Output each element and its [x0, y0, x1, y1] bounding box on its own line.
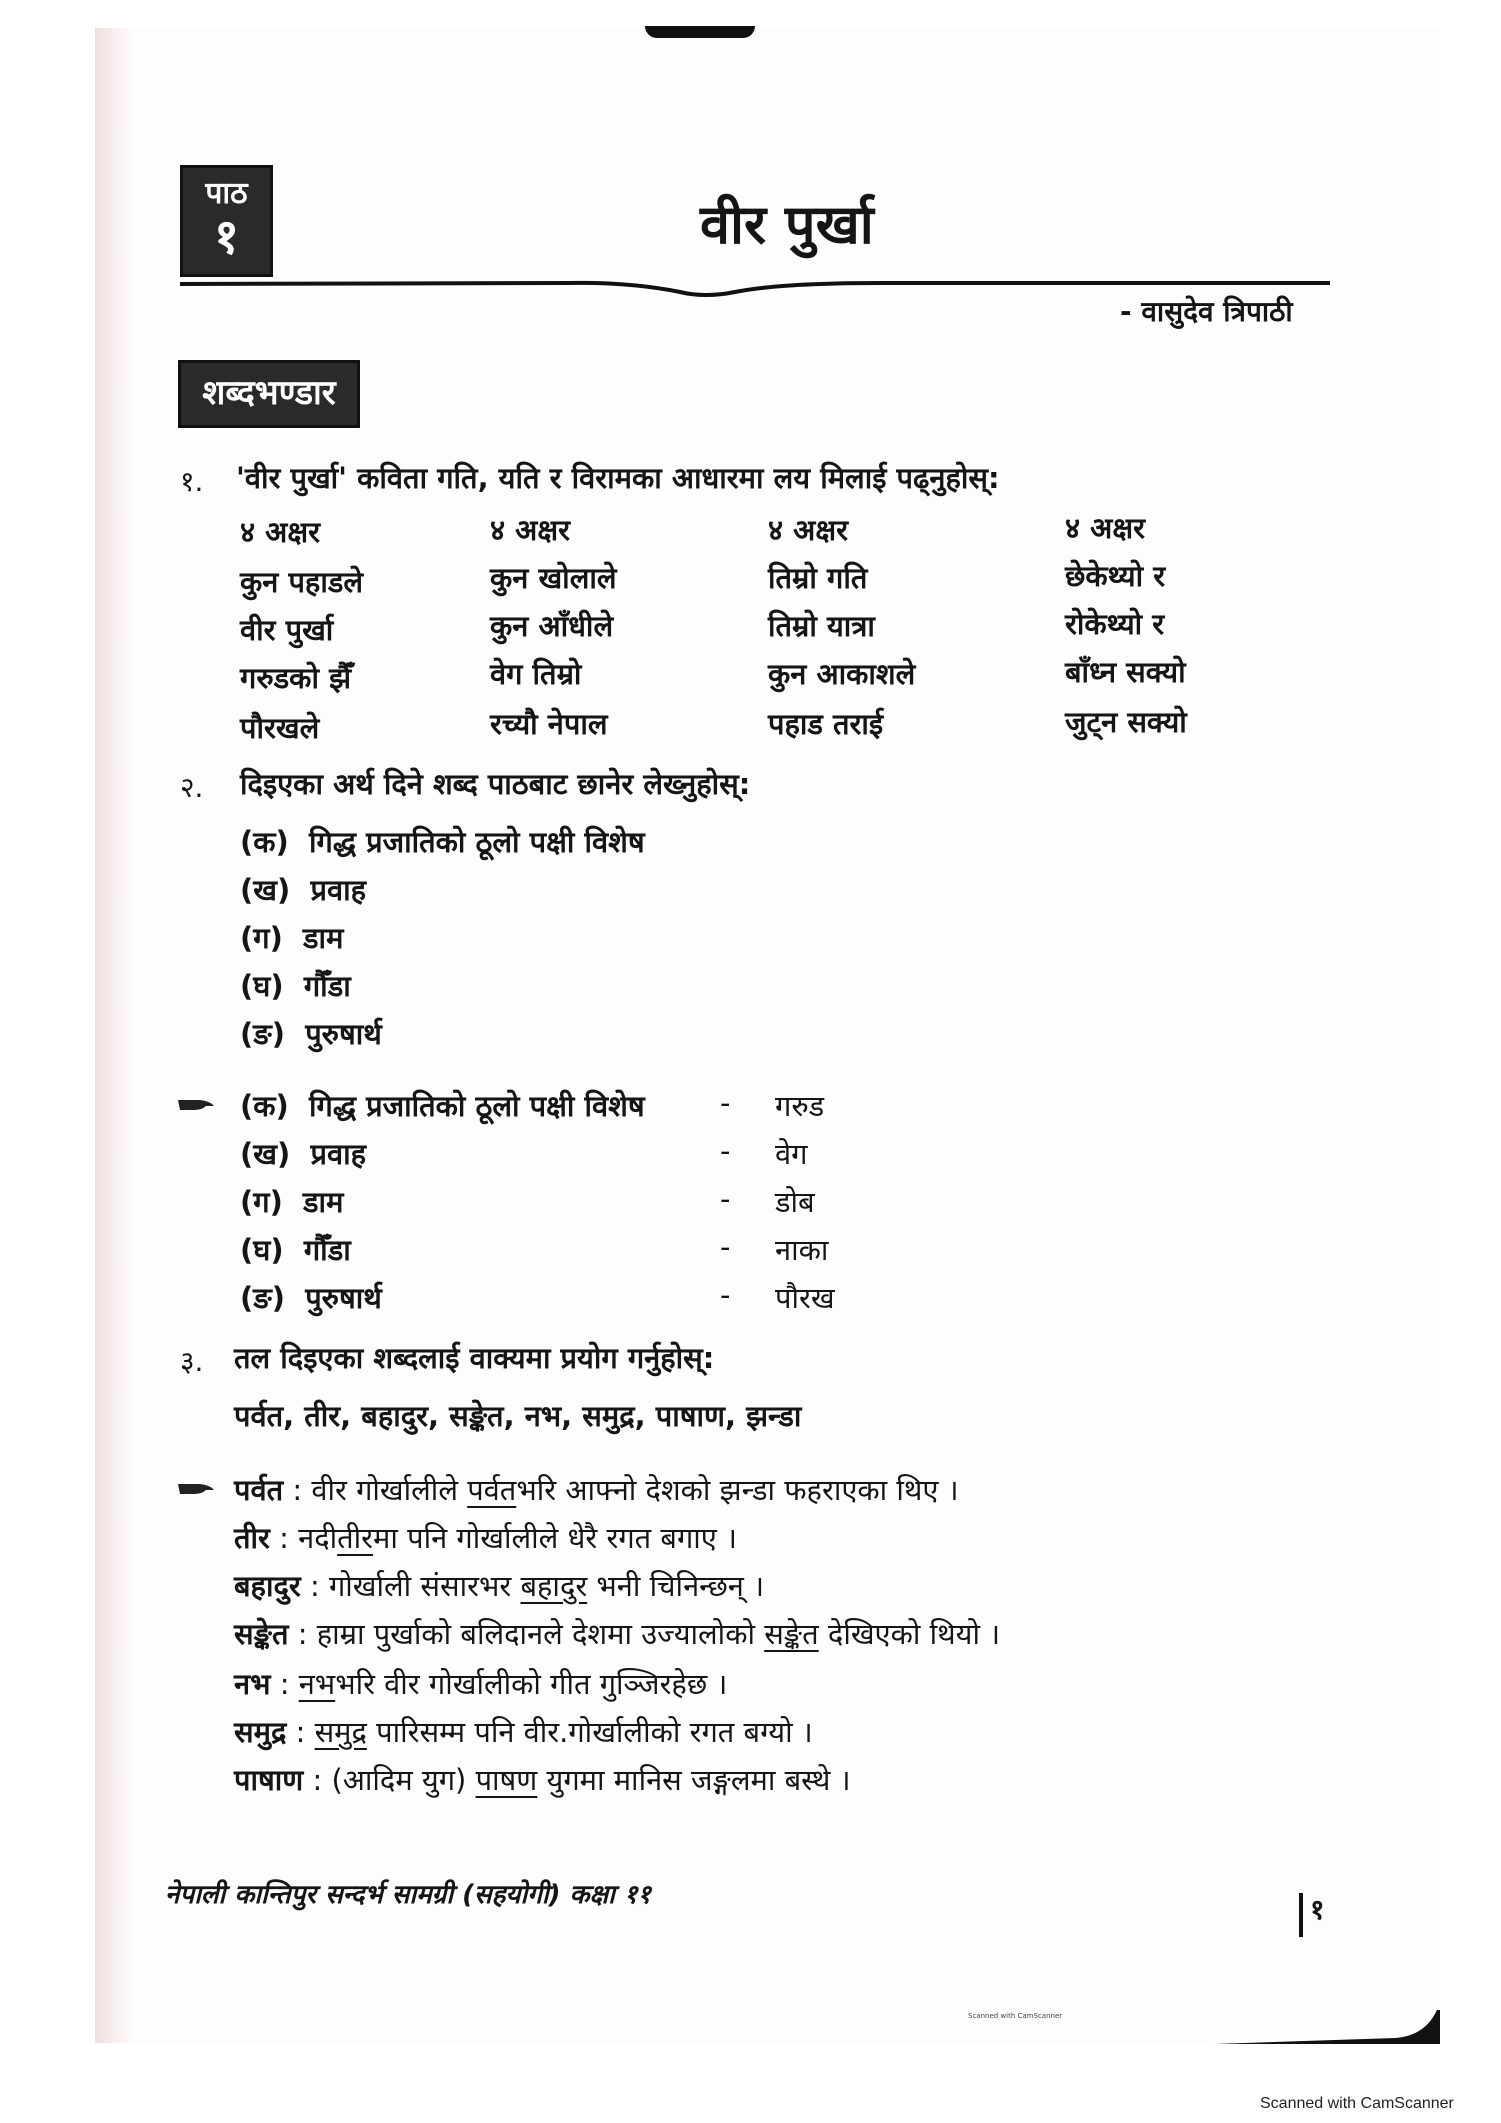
pointing-hand-icon: [176, 1096, 216, 1114]
sentence-post: युगमा मानिस जङ्गलमा बस्थे ।: [537, 1763, 851, 1797]
sentence-term: समुद्र: [234, 1715, 287, 1749]
sentence-pre: नदी: [298, 1521, 338, 1555]
table-cell: कुन आँधीले: [490, 609, 614, 643]
separator: :: [270, 1667, 299, 1701]
q2-number: २.: [180, 771, 204, 804]
list-item: [240, 1014, 382, 1053]
underlined-word: समुद्र: [314, 1715, 367, 1749]
table-cell: बाँध्न सक्यो: [1065, 655, 1186, 689]
item-text: पुरुषार्थ: [305, 1017, 382, 1051]
sentence-row: [234, 1760, 851, 1799]
item-label: (ङ): [240, 1017, 285, 1051]
answer-term: पुरुषार्थ: [305, 1281, 382, 1315]
lesson-number: १: [214, 209, 239, 265]
separator: :: [303, 1763, 332, 1797]
sentence-post: भनी चिनिन्छन् ।: [587, 1569, 765, 1603]
underlined-word: नभ: [298, 1667, 336, 1701]
sentence-post: भरि आफ्नो देशको झन्डा फहराएका थिए ।: [516, 1473, 959, 1507]
sentence-row: [234, 1712, 813, 1751]
separator: :: [283, 1473, 312, 1507]
sentence-post: देखिएको थियो ।: [818, 1617, 1001, 1651]
author-name: - वासुदेव त्रिपाठी: [1120, 295, 1293, 328]
item-text: प्रवाह: [310, 873, 366, 907]
answer-row: [240, 1230, 351, 1269]
table-cell: पहाड तराई: [768, 707, 884, 741]
answer-term: गिद्ध प्रजातिको ठूलो पक्षी विशेष: [308, 1089, 645, 1123]
answer-value: वेग: [775, 1137, 808, 1171]
answer-term: डाम: [303, 1185, 344, 1219]
sentence-post: मा पनि गोर्खालीले धेरै रगत बगाए ।: [373, 1521, 738, 1555]
table-header: ४ अक्षर: [240, 515, 320, 549]
underlined-word: पर्वत: [467, 1473, 517, 1507]
separator: :: [269, 1521, 299, 1555]
item-text: गौँडा: [303, 969, 351, 1003]
table-cell: तिम्रो यात्रा: [768, 609, 875, 643]
underlined-word: तीर: [337, 1521, 374, 1555]
answer-label: (ग): [240, 1185, 283, 1219]
underlined-word: सङ्केत: [764, 1617, 819, 1651]
page-number-divider: [1299, 1893, 1303, 1937]
table-cell: वेग तिम्रो: [490, 657, 582, 691]
page-title: वीर पुर्खा: [700, 193, 874, 256]
separator: :: [288, 1617, 317, 1651]
lesson-badge: [180, 165, 273, 277]
answer-value: नाका: [775, 1233, 829, 1267]
sentence-term: सङ्केत: [234, 1617, 289, 1651]
table-cell: छेकेथ्यो र: [1065, 559, 1166, 593]
answer-term: प्रवाह: [310, 1137, 366, 1171]
separator: :: [300, 1569, 329, 1603]
q3-number: ३.: [180, 1345, 204, 1378]
table-cell: कुन खोलाले: [490, 561, 617, 595]
sentence-row: [234, 1664, 727, 1703]
q3-prompt: तल दिइएका शब्दलाई वाक्यमा प्रयोग गर्नुहोस्:: [234, 1341, 715, 1375]
list-item: [240, 870, 366, 909]
section-heading: शब्दभण्डार: [178, 360, 360, 428]
table-cell: वीर पुर्खा: [240, 613, 334, 647]
table-header: ४ अक्षर: [1065, 511, 1145, 545]
watermark-small: Scanned with CamScanner: [968, 2012, 1063, 2020]
answer-label: (घ): [240, 1233, 284, 1267]
table-header: ४ अक्षर: [768, 513, 848, 547]
sentence-row: [234, 1470, 959, 1509]
separator: :: [286, 1715, 315, 1749]
table-cell: कुन आकाशले: [768, 657, 916, 691]
answer-dash: -: [720, 1086, 731, 1120]
list-item: [240, 822, 645, 861]
answer-row: [240, 1086, 645, 1125]
item-label: (घ): [240, 969, 284, 1003]
q1-number: १.: [180, 465, 204, 498]
pointing-hand-icon: [176, 1480, 216, 1498]
table-cell: तिम्रो गति: [768, 561, 868, 595]
sentence-term: बहादुर: [234, 1569, 301, 1603]
page-number: १: [1310, 1893, 1325, 1926]
table-header: ४ अक्षर: [490, 513, 570, 547]
sentence-term: पाषाण: [234, 1763, 304, 1797]
sentence-term: नभ: [234, 1667, 271, 1701]
table-cell: रच्यौ नेपाल: [490, 707, 608, 741]
table-cell: जुट्न सक्यो: [1065, 705, 1187, 739]
sentence-term: तीर: [234, 1521, 270, 1555]
sentence-post: भरि वीर गोर्खालीको गीत गुञ्जिरहेछ ।: [335, 1667, 728, 1701]
item-text: गिद्ध प्रजातिको ठूलो पक्षी विशेष: [308, 825, 645, 859]
sentence-term: पर्वत: [234, 1473, 284, 1507]
answer-value: गरुड: [775, 1089, 825, 1123]
item-label: (क): [240, 825, 289, 859]
table-cell: रोकेथ्यो र: [1065, 607, 1165, 641]
answer-value: पौरख: [775, 1281, 835, 1315]
underlined-word: बहादुर: [520, 1569, 588, 1603]
answer-row: [240, 1134, 366, 1173]
table-cell: गरुडको झैँ: [240, 661, 351, 695]
list-item: [240, 918, 343, 957]
sentence-pre: हाम्रा पुर्खाको बलिदानले देशमा उज्यालोको: [316, 1617, 765, 1651]
underlined-word: पाषण: [475, 1763, 538, 1797]
answer-value: डोब: [775, 1185, 815, 1219]
sentence-pre: (आदिम युग): [331, 1763, 476, 1797]
answer-row: [240, 1182, 343, 1221]
answer-dash: -: [720, 1230, 731, 1264]
scan-artifact-top: [645, 26, 755, 38]
answer-dash: -: [720, 1278, 731, 1312]
table-cell: कुन पहाडले: [240, 565, 364, 599]
list-item: [240, 966, 351, 1005]
sentence-row: [234, 1566, 764, 1605]
watermark: Scanned with CamScanner: [1260, 2095, 1454, 2112]
item-label: (ख): [240, 873, 291, 907]
lesson-word: पाठ: [205, 176, 248, 211]
q1-prompt: 'वीर पुर्खा' कविता गति, यति र विरामका आधारमा लय मिलाई पढ्नुहोस्:: [236, 461, 1000, 495]
answer-dash: -: [720, 1134, 731, 1168]
answer-label: (ख): [240, 1137, 291, 1171]
sentence-pre: वीर गोर्खालीले: [311, 1473, 468, 1507]
sentence-post: पारिसम्म पनि वीर.गोर्खालीको रगत बग्यो ।: [366, 1715, 813, 1749]
scan-artifact-corner: [1215, 2010, 1440, 2044]
answer-dash: -: [720, 1182, 731, 1216]
sentence-row: [234, 1518, 737, 1557]
q3-word-list: पर्वत, तीर, बहादुर, सङ्केत, नभ, समुद्र, पाषाण, झन्डा: [234, 1399, 802, 1433]
q2-prompt: दिइएका अर्थ दिने शब्द पाठबाट छानेर लेख्नुहोस्:: [240, 767, 751, 801]
scan-edge-shadow: [95, 28, 135, 2043]
answer-label: (क): [240, 1089, 289, 1123]
answer-term: गौँडा: [303, 1233, 351, 1267]
answer-label: (ङ): [240, 1281, 285, 1315]
table-cell: पौरखले: [240, 711, 320, 745]
answer-row: [240, 1278, 382, 1317]
sentence-pre: गोर्खाली संसारभर: [328, 1569, 521, 1603]
item-label: (ग): [240, 921, 283, 955]
book-footer: नेपाली कान्तिपुर सन्दर्भ सामग्री (सहयोगी) कक्षा ११: [165, 1880, 651, 1910]
sentence-row: [234, 1614, 1000, 1653]
item-text: डाम: [303, 921, 344, 955]
